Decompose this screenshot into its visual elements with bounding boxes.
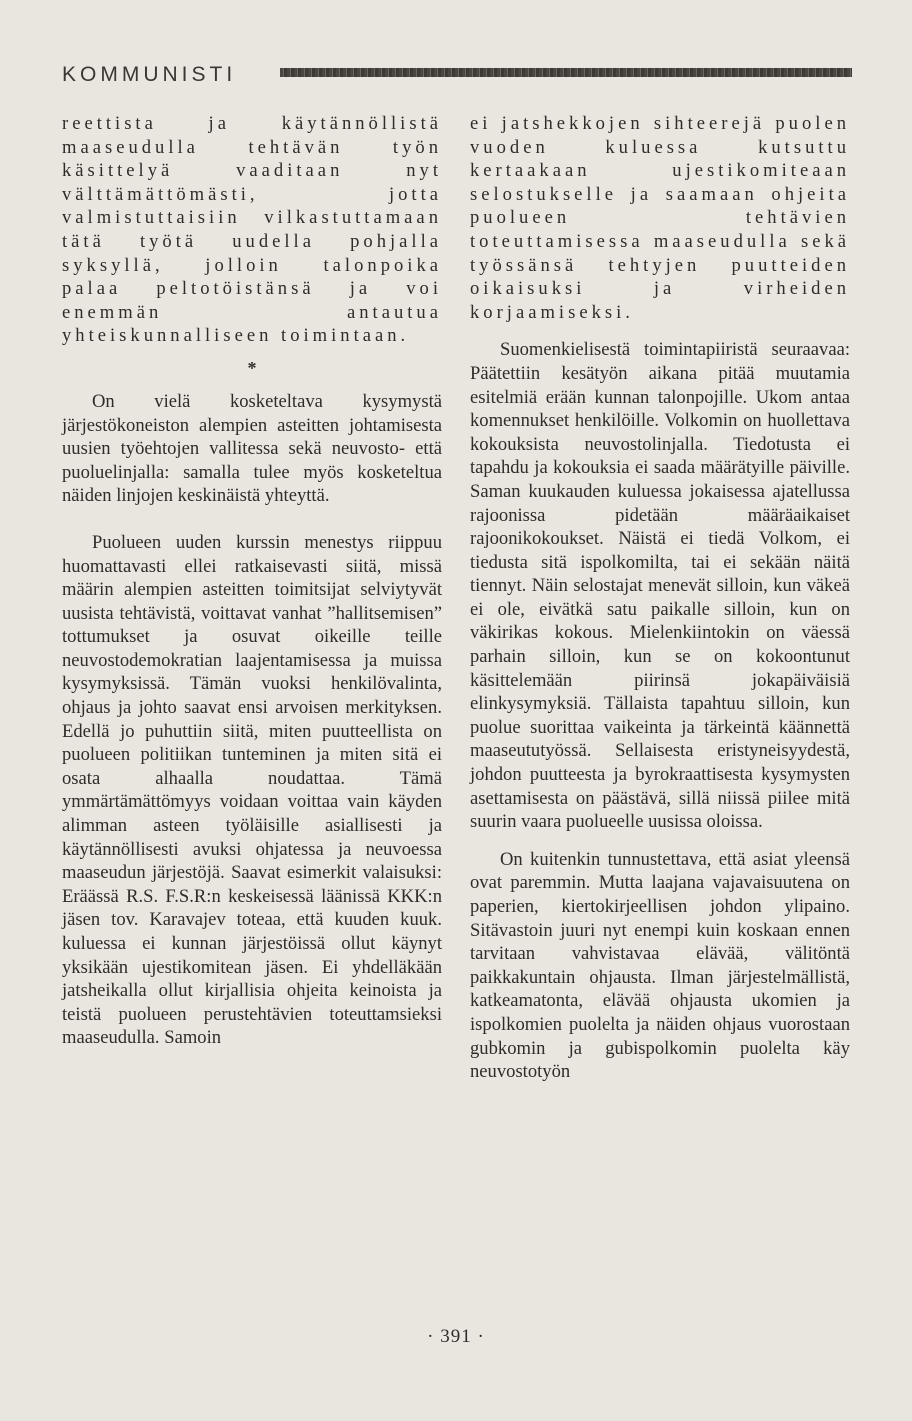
right-paragraph-1: ei jatshekkojen sihteerejä puolen vuoden kuluessa kutsuttu kertaakaan ujestikomiteaan selostukselle ja saamaan ohjeita puolueen tehtävien toteuttamisessa maaseudulla sekä työssänsä tehtyjen puutteiden oikaisuksi ja virheiden korjaamiseksi. xyxy=(470,113,850,323)
left-paragraph-1: reettista ja käytännöllistä maaseudulla tehtävän työn käsittelyä vaaditaan nyt välttämättömästi, jotta valmistuttaisiin vilkastuttamaan tätä työtä uudella pohjalla syksyllä, jolloin talonpoika palaa peltotöistänsä ja voi enemmän antautua yhteiskunnalliseen toimintaan. xyxy=(62,113,442,347)
page-number: · 391 · xyxy=(427,1326,485,1347)
right-paragraph-3: On kuitenkin tunnustettava, että asiat yleensä ovat paremmin. Mutta laajana vajavaisuutena on paperien, kiertokirjeellisen johdon ylipaino. Sitävastoin juuri nyt enempi kuin koskaan ennen tarvitaan vahvistavaa elävää, välitöntä paikkakuntain ohjausta. Ilman järjestelmällistä, katkeamatonta, elävää ohjausta ukomien ja ispolkomien puolelta ja näiden ohjaus vuorostaan gubkomin ja gubispolkomin puolelta käy neuvostotyön xyxy=(470,848,850,1083)
left-paragraph-2: On vielä kosketeltava kysymystä järjestökoneiston alempien asteitten johtamisesta uusien työehtojen vallitessa sekä neuvosto- että puoluelinjalla: samalla tulee myös kosketeltua näiden linjojen keskinäistä yhteyttä. xyxy=(62,390,442,507)
right-column xyxy=(470,112,850,1084)
section-separator: * xyxy=(247,357,257,378)
journal-title: KOMMUNISTI xyxy=(62,63,237,86)
paragraph-gap xyxy=(470,324,850,338)
left-column xyxy=(62,112,442,1050)
right-paragraph-2: Suomenkielisestä toimintapiiristä seuraavaa: Päätettiin kesätyön aikana pitää muutamia esitelmiä erään kunnan talonpojille. Ukom antaa komennukset henkilöille. Volkomin on huollettava kokouksista neuvostolinjalla. Tiedotusta ei tapahdu ja kokouksia ei saada määrätyille päiville. Saman kuukauden kuluessa jokaisessa ajatellussa rajoonissa pidetään määräaikaiset rajoonikokoukset. Näistä ei tiedä Volkom, ei tiedusta sitä ispolkomilta, tai ei sekään näitä tiennyt. Näin selostajat menevät silloin, kun väkeä ei ole, eivätkä satu paikalle silloin, kun on väkirikas kokous. Mielenkiintokin on väessä parhain silloin, kun se on kokoontunut käsittelemään piirinsä jokapäiväisiä elinkysymyksiä. Tällaista tapahtuu silloin, kun puolue suorittaa vaikeinta ja tärkeintä käännettä maaseututyössä. Sellaisesta eristyneisyydestä, johdon puutteesta ja byrokraattisesta kysymysten asettamisesta on päästävä, sillä niissä piilee mitä suurin vaara puolueelle uusissa oloissa. xyxy=(470,339,850,833)
left-paragraph-3: Puolueen uuden kurssin menestys riippuu huomattavasti ellei ratkaisevasti siitä, missä määrin alempien asteitten toimitsijat selviytyvät uusista tehtävistä, voittavat vanhat ”hallitsemisen” tottumukset ja osuvat oikeille teille neuvostodemokratian laajentamisessa ja muissa kysymyksissä. Tämän vuoksi henkilövalinta, ohjaus ja johto saavat ensi arvoisen merkityksen. Edellä jo puhuttiin siitä, miten puutteellista on puolueen politiikan tunteminen ja miten sitä ei osata alhaalla noudattaa. Tämä ymmärtämättömyys voidaan voittaa vain käyden alimman asteen työläisille asiallisesti ja käytännöllisesti avuksi ohjatessa ja neuvoessa maaseudun järjestöjä. Saavat esimerkit valaisuksi: Eräässä R.S. F.S.R:n keskeisessä läänissä KKK:n jäsen tov. Karavajev toteaa, että kuuden kuuk. kuluessa ei kunnan järjestöissä ollut käynyt yksikään ujestikomitean jäsen. Ei yhdelläkään jatsheikalla ollut kirjallisia ohjeita keinoista ja teistä puolueen perustehtävien toteuttamsieksi maaseudulla. Samoin xyxy=(62,531,442,1049)
paragraph-gap xyxy=(62,508,442,531)
running-header xyxy=(62,62,852,92)
header-rule xyxy=(280,68,852,77)
paragraph-gap xyxy=(470,834,850,848)
